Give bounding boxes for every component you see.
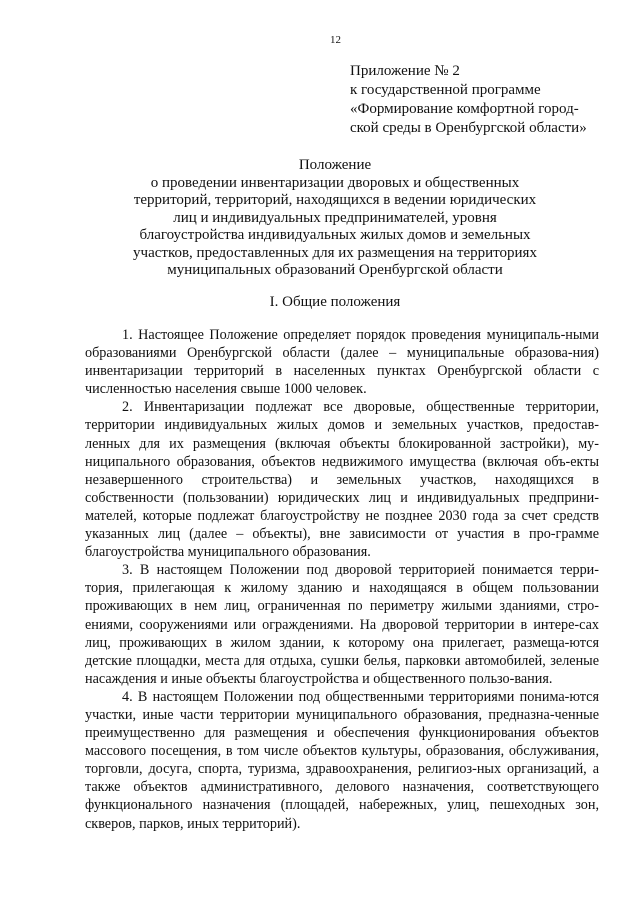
appendix-header [350,62,620,138]
title-line: о проведении инвентаризации дворовых и общественных [150,174,520,191]
title-heading: Положение [298,157,372,173]
paragraph: 1. Настоящее Положение определяет порядок проведения муниципаль-ными образованиями Оренбургской области (далее – муниципальные образова-ния) инвентаризации территорий в населенных пунктах Оренбургской области с численностью населения свыше 1000 человек. [85,327,599,398]
paragraph: 2. Инвентаризации подлежат все дворовые, общественные территории, территории индивидуальных жилых домов и земельных участков, предостав-ленных для их размещения (включая объекты блокированной застройки), му-ниципального образования, объектов недвижимого имущества (включая объ-екты незавершенного строительства) и земельных участков, находящихся в собственности (пользовании) юридических лиц и индивидуальных предприни-мателей, которые подлежат благоустройству не позднее 2030 года за счет средств указанных лиц (далее – объекты), вне зависимости от участия в про-грамме благоустройства муниципального образования. [85,399,599,561]
body-text [85,326,599,833]
appendix-line: ской среды в Оренбургской области» [350,120,587,136]
section-heading: I. Общие положения [269,294,401,310]
paragraph: 4. В настоящем Положении под общественными территориями понима-ются участки, иные части территории муниципального образования, предназна-ченные преимущественно для размещения и обеспечения функционирования объектов массового посещения, в том числе объектов культуры, образования, обслуживания, торговли, досуга, спорта, туризма, здравоохранения, религиоз-ных организаций, а также объектов административного, делового назначения, соответствующего функционального назначения (площадей, набережных, улиц, пешеходных зон, скверов, парков, иных территорий). [85,688,599,832]
title-line: лиц и индивидуальных предпринимателей, уровня [173,209,497,226]
page-number: 12 [330,34,341,46]
title-line: участков, предоставленных для их размещения на территориях [133,244,537,261]
title-line: муниципальных образований Оренбургской области [167,262,503,278]
paragraph: 3. В настоящем Положении под дворовой территорией понимается терри-тория, прилегающая к жилому зданию и находящаяся в общем пользовании проживающих в нем лиц, ограниченная по периметру жилыми зданиями, стро-ениями, сооружениями или ограждениями. На дворовой территории в интере-сах лиц, проживающих в жилом здании, к которому она прилегает, размеща-ются детские площадки, места для отдыха, сушки белья, парковки автомобилей, зеленые насаждения и иные объекты благоустройства и общественного пользо-вания. [85,562,599,687]
title-line: благоустройства индивидуальных жилых домов и земельных [139,227,531,243]
appendix-line: Приложение № 2 [350,63,460,79]
appendix-line: «Формирование комфортной город- [350,101,579,117]
appendix-line: к государственной программе [350,82,541,98]
title-line: территорий, территорий, находящихся в ведении юридических [133,192,537,208]
document-title [95,157,575,280]
